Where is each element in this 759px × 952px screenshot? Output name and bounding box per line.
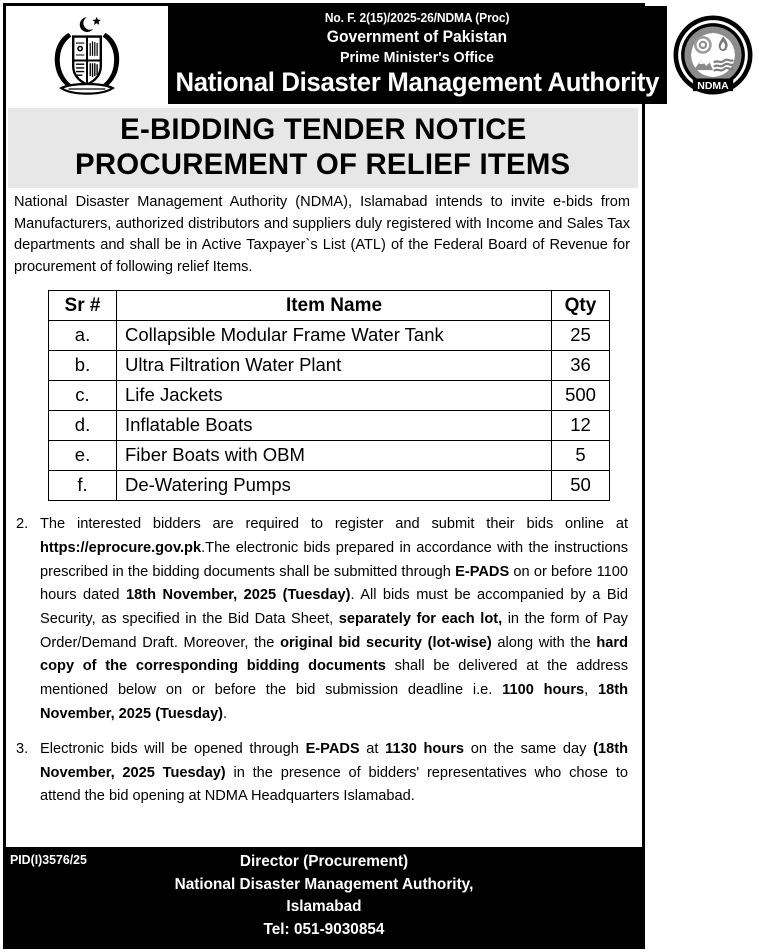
cell-sr: f.	[49, 471, 117, 501]
clause	[8, 513, 638, 726]
clause-run: .	[223, 705, 228, 722]
table-body	[49, 321, 610, 501]
clause-number: 2.	[16, 516, 29, 533]
signature-line: National Disaster Management Authority,	[174, 875, 474, 893]
table-row	[49, 411, 610, 441]
cell-item-name: De-Watering Pumps	[117, 471, 552, 501]
clause-text	[40, 738, 628, 809]
cell-qty: 50	[552, 471, 610, 501]
clause-emphasis: 18th November, 2025 (Tuesday)	[126, 587, 351, 604]
pakistan-state-emblem	[6, 6, 168, 104]
table-row	[49, 381, 610, 411]
cell-qty: 25	[552, 321, 610, 351]
clause-list	[8, 513, 638, 809]
column-header-sr: Sr #	[49, 291, 117, 321]
file-number: No. F. 2(15)/2025-26/NDMA (Proc)	[325, 11, 510, 26]
cell-sr: c.	[49, 381, 117, 411]
intro-paragraph: National Disaster Management Authority (NDMA), Islamabad intends to invite e-bids from Manufacturers, authorized distributors and suppliers duly registered with Income and Sales Tax departments and shall be in Active Taxpayer`s List (ATL) of the Federal Board of Revenue for procurement of following relief Items.	[14, 194, 630, 275]
signature-line: Islamabad	[286, 898, 362, 916]
clause-run: at	[359, 741, 386, 758]
clause-run: The interested bidders are required to register and submit their bids online at	[40, 516, 628, 533]
signature-line: Tel: 051-9030854	[263, 921, 385, 939]
table-header-row	[49, 291, 610, 321]
clause-emphasis: 1100 hours	[502, 681, 585, 698]
clause-run: on the same day	[464, 741, 594, 758]
title-line-2: PROCUREMENT OF RELIEF ITEMS	[75, 148, 571, 181]
clause-run: along with the	[491, 634, 597, 651]
clause-run: Electronic bids will be opened through	[40, 741, 306, 758]
table-row	[49, 441, 610, 471]
clause	[8, 738, 638, 809]
clause-run: ,	[584, 681, 598, 698]
notice-title	[8, 108, 638, 188]
relief-items-table-wrapper	[48, 290, 610, 501]
signature-line: Director (Procurement)	[239, 853, 409, 870]
clause-run: shall be delivered at the address mentioned below on or before the bid submission deadline i.e.	[40, 658, 628, 698]
clause-emphasis: E-PADS	[305, 741, 360, 758]
cell-qty: 36	[552, 351, 610, 381]
clause-emphasis: original bid security (lot-wise)	[280, 634, 492, 651]
cell-item-name: Collapsible Modular Frame Water Tank	[117, 321, 552, 351]
table-row	[49, 471, 610, 501]
document-header	[6, 6, 729, 104]
relief-items-table	[48, 290, 610, 501]
title-line-1: E-BIDDING TENDER NOTICE	[119, 113, 527, 147]
header-text-block	[168, 6, 667, 104]
cell-qty: 500	[552, 381, 610, 411]
cell-item-name: Fiber Boats with OBM	[117, 441, 552, 471]
clause-run: .The electronic bids prepared in accordance with the instructions prescribed in the bidding documents shall be submitted through	[40, 540, 628, 580]
ndma-logo	[667, 6, 759, 104]
table-row	[49, 321, 610, 351]
document-footer	[6, 847, 642, 946]
clause-emphasis: E-PADS	[455, 563, 510, 580]
cell-qty: 5	[552, 441, 610, 471]
clause-emphasis: 18th November, 2025 (Tuesday)	[40, 681, 629, 722]
office-line: Prime Minister's Office	[340, 48, 495, 66]
ndma-logo-text: NDMA	[696, 80, 729, 93]
table-row	[49, 351, 610, 381]
clause-run: in the form of Pay Order/Demand Draft. Moreover, the	[40, 610, 628, 651]
cell-sr: e.	[49, 441, 117, 471]
document-body	[8, 192, 638, 809]
clause-emphasis: (18th November, 2025 Tuesday)	[40, 741, 628, 781]
authority-line: National Disaster Management Authority	[175, 67, 660, 98]
clause-emphasis: https://eprocure.gov.pk	[40, 540, 202, 557]
cell-sr: d.	[49, 411, 117, 441]
cell-item-name: Life Jackets	[117, 381, 552, 411]
cell-sr: a.	[49, 321, 117, 351]
clause-run: in the presence of bidders' representatives who chose to attend the bid opening at NDMA Headquarters Islamabad.	[40, 764, 629, 805]
column-header-item-name: Item Name	[117, 291, 552, 321]
cell-qty: 12	[552, 411, 610, 441]
clause-run: on or before 1100 hours dated	[40, 563, 628, 604]
clause-emphasis: hard copy of the corresponding bidding documents	[40, 634, 628, 675]
clause-text	[40, 513, 628, 726]
pid-number: PID(I)3576/25	[10, 852, 87, 867]
clause-run: . All bids must be accompanied by a Bid Security, as specified in the Bid Data Sheet,	[40, 587, 628, 627]
government-line: Government of Pakistan	[327, 27, 508, 46]
cell-item-name: Inflatable Boats	[117, 411, 552, 441]
clause-emphasis: 1130 hours	[385, 741, 465, 758]
cell-item-name: Ultra Filtration Water Plant	[117, 351, 552, 381]
cell-sr: b.	[49, 351, 117, 381]
column-header-qty: Qty	[552, 291, 610, 321]
clause-emphasis: separately for each lot,	[338, 610, 503, 627]
signature-block	[6, 851, 642, 942]
clause-number: 3.	[16, 741, 29, 758]
